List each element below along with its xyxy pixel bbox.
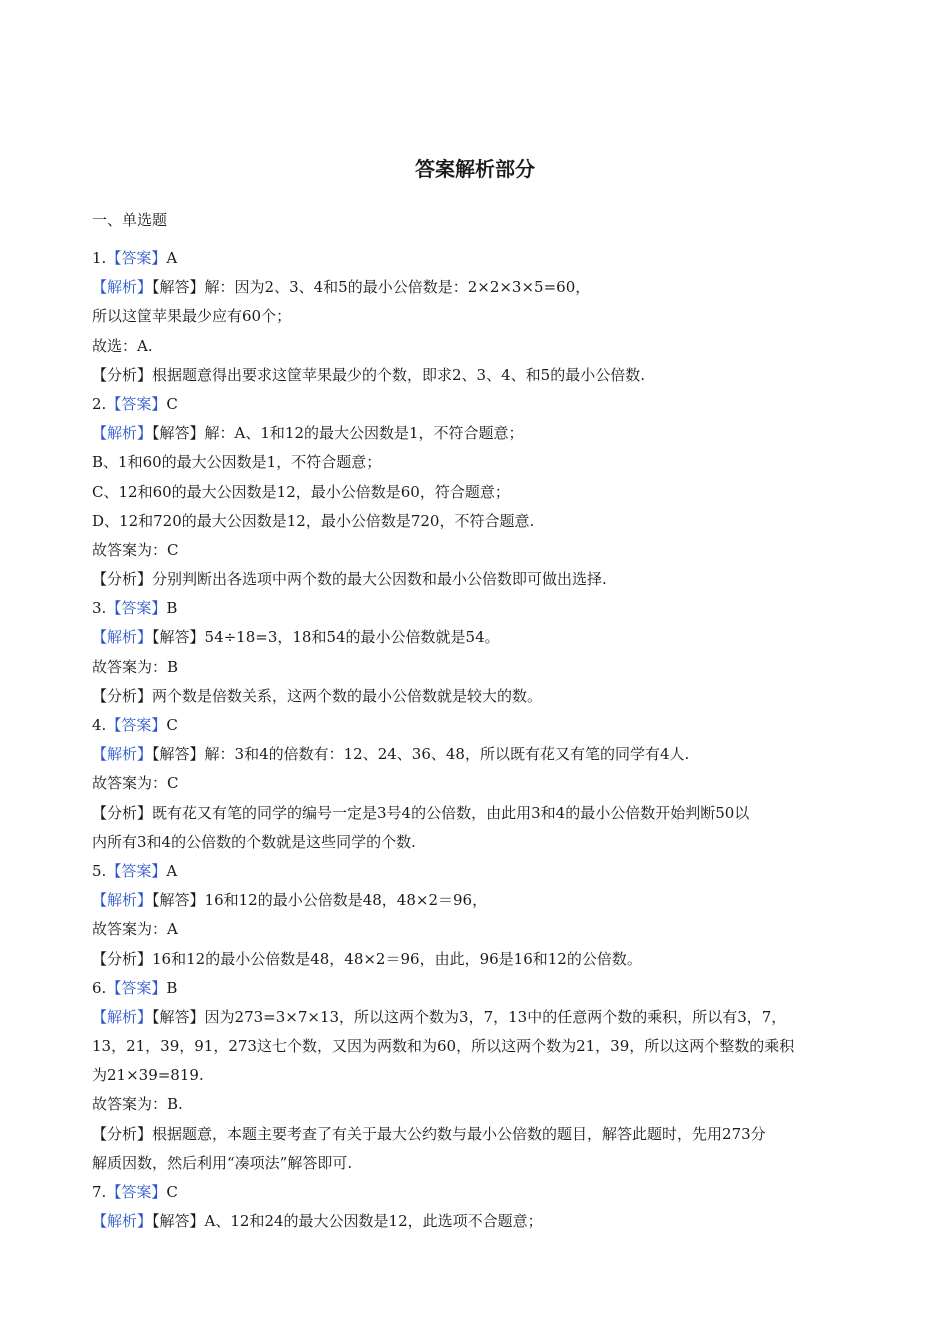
q5-solution-line: 故答案为：A xyxy=(92,920,178,939)
analysis-tag: 【解析】 xyxy=(92,1212,153,1231)
answer-tag: 【答案】 xyxy=(106,599,167,618)
solution-tag: 【解答】 xyxy=(152,278,205,297)
solution-tag: 【解答】 xyxy=(152,628,205,647)
analysis-tag: 【解析】 xyxy=(92,1007,153,1026)
q2-solution-line: 【解析】【解答】解：A、1和12的最大公因数是1，不符合题意； xyxy=(92,424,524,443)
fenxi-tag: 【分析】 xyxy=(92,570,153,589)
solution-tag: 【解答】 xyxy=(152,1007,205,1026)
q3-solution-line: 故答案为：B xyxy=(92,657,179,676)
answer-tag: 【答案】 xyxy=(106,394,167,413)
q5-solution-line: 【解析】【解答】16和12的最小公倍数是48，48×2＝96， xyxy=(92,891,488,910)
fenxi-tag: 【分析】 xyxy=(92,1124,153,1143)
analysis-tag: 【解析】 xyxy=(92,278,153,297)
q1-solution-line: 所以这筐苹果最少应有60个； xyxy=(92,307,292,326)
q6-fenxi-line: 解质因数，然后利用“凑项法”解答即可. xyxy=(92,1153,353,1172)
q2-fenxi-line: 【分析】分别判断出各选项中两个数的最大公因数和最小公倍数即可做出选择. xyxy=(92,570,607,589)
analysis-tag: 【解析】 xyxy=(92,891,153,910)
q3-fenxi-line: 【分析】两个数是倍数关系，这两个数的最小公倍数就是较大的数。 xyxy=(92,686,543,705)
q1-solution-line: 【解析】【解答】解：因为2、3、4和5的最小公倍数是：2×2×3×5=60， xyxy=(92,278,591,297)
q2-answer-line: 2.【答案】C xyxy=(92,394,178,413)
q4-solution-line: 【解析】【解答】解：3和4的倍数有：12、24、36、48，所以既有花又有笔的同学有4人. xyxy=(92,745,690,764)
q4-solution-line: 故答案为：C xyxy=(92,774,179,793)
answer-tag: 【答案】 xyxy=(106,861,167,880)
q7-answer-line: 7.【答案】C xyxy=(92,1183,178,1201)
answer-list xyxy=(92,244,852,1236)
q7-solution-line: 【解析】【解答】A、12和24的最大公因数是12，此选项不合题意； xyxy=(92,1212,543,1231)
analysis-tag: 【解析】 xyxy=(92,745,153,764)
fenxi-tag: 【分析】 xyxy=(92,686,153,705)
answer-tag: 【答案】 xyxy=(106,249,167,267)
solution-tag: 【解答】 xyxy=(152,1212,205,1231)
q3-answer-line: 3.【答案】B xyxy=(92,599,178,618)
fenxi-tag: 【分析】 xyxy=(92,365,153,384)
q6-fenxi-line: 【分析】根据题意，本题主要考查了有关于最大公约数与最小公倍数的题目，解答此题时，先用273分 xyxy=(92,1124,766,1143)
answer-tag: 【答案】 xyxy=(106,716,167,734)
fenxi-tag: 【分析】 xyxy=(92,949,153,968)
q2-solution-line: B、1和60的最大公因数是1，不符合题意； xyxy=(92,453,382,472)
solution-tag: 【解答】 xyxy=(152,424,205,443)
q5-fenxi-line: 【分析】16和12的最小公倍数是48，48×2＝96，由此，96是16和12的公倍数。 xyxy=(92,949,642,968)
q1-fenxi-line: 【分析】根据题意得出要求这筐苹果最少的个数，即求2、3、4、和5的最小公倍数. xyxy=(92,365,645,384)
q5-answer-line: 5.【答案】A xyxy=(92,861,178,880)
q2-solution-line: D、12和720的最大公因数是12，最小公倍数是720，不符合题意. xyxy=(92,511,535,530)
page-title: 答案解析部分 xyxy=(415,157,535,181)
q6-solution-line: 故答案为：B. xyxy=(92,1095,183,1114)
q1-answer-line: 1.【答案】A xyxy=(92,249,178,267)
q6-solution-line: 13，21，39，91，273这七个数，又因为两数和为60，所以这两个数为21，39，所以这两个整数的乘积 xyxy=(92,1037,795,1056)
q2-solution-line: C、12和60的最大公因数是12，最小公倍数是60，符合题意； xyxy=(92,482,510,501)
solution-tag: 【解答】 xyxy=(152,745,205,764)
solution-tag: 【解答】 xyxy=(152,891,205,910)
answer-tag: 【答案】 xyxy=(106,978,167,997)
q2-solution-line: 故答案为：C xyxy=(92,540,179,559)
fenxi-tag: 【分析】 xyxy=(92,803,153,822)
q4-fenxi-line: 【分析】既有花又有笔的同学的编号一定是3号4的公倍数，由此用3和4的最小公倍数开始判断50以 xyxy=(92,803,750,822)
q6-answer-line: 6.【答案】B xyxy=(92,978,178,997)
section-heading: 一、单选题 xyxy=(92,211,168,229)
q4-fenxi-line: 内所有3和4的公倍数的个数就是这些同学的个数. xyxy=(92,832,416,851)
analysis-tag: 【解析】 xyxy=(92,628,153,647)
q3-solution-line: 【解析】【解答】54÷18=3，18和54的最小公倍数就是54。 xyxy=(92,628,500,647)
q4-answer-line: 4.【答案】C xyxy=(92,716,178,734)
analysis-tag: 【解析】 xyxy=(92,424,153,443)
q1-solution-line: 故选：A. xyxy=(92,336,153,355)
q6-solution-line: 【解析】【解答】因为273=3×7×13，所以这两个数为3，7，13中的任意两个数的乘积，所以有3，7， xyxy=(92,1007,787,1026)
q6-solution-line: 为21×39=819. xyxy=(92,1066,204,1085)
answer-tag: 【答案】 xyxy=(106,1183,167,1201)
